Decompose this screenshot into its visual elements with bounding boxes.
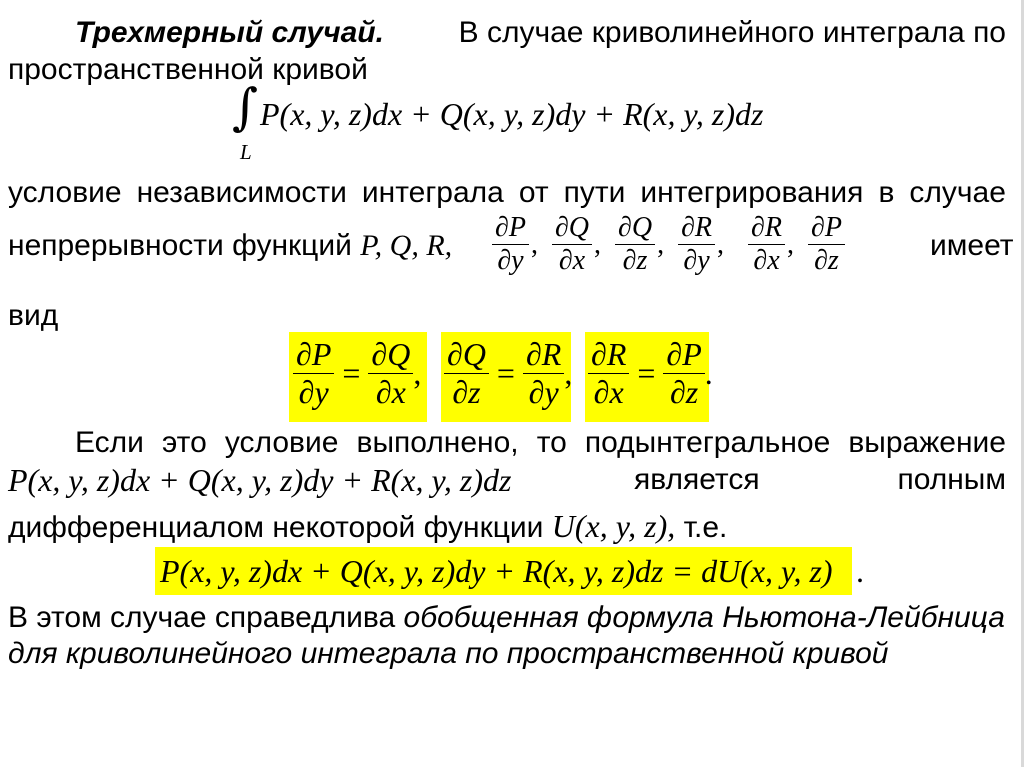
para2-word: интеграла: [361, 176, 504, 209]
condition-rhs: $\frac{\partial Q}{\partial x}$: [368, 336, 413, 411]
para3-word: полным: [897, 463, 1006, 496]
para2-lead-text: непрерывности функций: [8, 229, 352, 262]
derivative-fraction: $\frac{\partial Q}{\partial z}$: [615, 212, 655, 277]
condition-lhs: $\frac{\partial P}{\partial y}$: [293, 336, 334, 411]
para3-word: является: [634, 463, 760, 496]
para3-line3-tail: т.е.: [683, 511, 728, 544]
derivative-fraction: $\frac{\partial P}{\partial z}$: [808, 212, 845, 277]
integral-expression-text: P(x, y, z)dx + Q(x, y, z)dy + R(x, y, z)dz: [260, 96, 764, 132]
para1-line2: пространственной кривой: [8, 53, 368, 86]
para4-line2: для криволинейного интеграла по пространственной кривой: [8, 637, 889, 670]
para1-text-a: В случае криволинейного интеграла по: [458, 16, 1006, 49]
para2-word: независимости: [136, 176, 347, 209]
para2-line1: [8, 175, 1006, 211]
para2-word: от: [518, 176, 549, 209]
para2-functions: P, Q, R,: [360, 229, 453, 262]
para4-line1: [8, 600, 1006, 636]
para3-line3: [8, 508, 1006, 546]
condition-punct: ,: [413, 354, 422, 391]
para3-word: то: [536, 426, 567, 459]
derivative-fraction: $\frac{\partial R}{\partial y}$: [678, 212, 715, 277]
para2-word: условие: [8, 176, 122, 209]
para3-line3-text: дифференциалом некоторой функции: [8, 511, 544, 544]
integral-expression: [260, 94, 763, 134]
condition-rhs: $\frac{\partial P}{\partial z}$: [663, 336, 704, 411]
condition-1: $\frac{\partial P}{\partial y}$ = $\frac{\partial Q}{\partial x}$ ,: [293, 336, 421, 411]
para3-word: подынтегральное: [584, 426, 831, 459]
para3-word: условие: [224, 426, 339, 459]
derivative-fraction: $\frac{\partial Q}{\partial x}$: [552, 212, 592, 277]
para3-expression-text: P(x, y, z)dx + Q(x, y, z)dy + R(x, y, z)dz: [8, 462, 512, 498]
derivative-fraction: $\frac{\partial P}{\partial y}$: [492, 212, 529, 277]
para2-word: случае: [909, 176, 1006, 209]
derivative-fraction: $\frac{\partial R}{\partial x}$: [748, 212, 785, 277]
total-diff-equation: [160, 551, 833, 591]
derivative-list: $\frac{\partial P}{\partial y}$ , $\frac{\partial Q}{\partial x}$ , $\frac{\partial Q}{\partial z}$ , $\frac{\partial R}{\partial y}$ , $\frac{\partial R}{\partial x}$ , $\frac{\partial P}{\partial z}$: [492, 212, 845, 277]
para3-expression: [8, 460, 511, 500]
para2-word: интегрирования: [640, 176, 864, 209]
para3-word: Если: [75, 426, 144, 459]
condition-2: $\frac{\partial Q}{\partial z}$ = $\frac{\partial R}{\partial y}$ ,: [444, 336, 572, 411]
para3-function-u: U(x, y, z),: [551, 508, 676, 544]
para1-line1: [8, 15, 1006, 51]
para2-line2-tail: имеет: [930, 229, 1014, 262]
condition-punct: .: [704, 354, 713, 391]
para4-lead: В этом случае справедлива: [8, 601, 396, 634]
condition-punct: ,: [564, 354, 573, 391]
para3-line1: [8, 425, 1006, 461]
condition-lhs: $\frac{\partial R}{\partial x}$: [588, 336, 629, 411]
total-diff-text: P(x, y, z)dx + Q(x, y, z)dy + R(x, y, z)dz = dU(x, y, z): [160, 553, 833, 589]
para4-italic-a: обобщенная формула Ньютона-Лейбница: [403, 601, 1005, 634]
integral-lower-limit: L: [240, 140, 252, 164]
para3-line2-words: [634, 462, 1006, 498]
integral-sign: ∫: [232, 78, 259, 136]
condition-lhs: $\frac{\partial Q}{\partial z}$: [444, 336, 489, 411]
condition-3: $\frac{\partial R}{\partial x}$ = $\frac{\partial P}{\partial z}$ .: [588, 336, 713, 411]
para2-word: в: [878, 176, 895, 209]
para2-word: пути: [563, 176, 626, 209]
para2-line3: вид: [8, 299, 59, 332]
total-diff-punct: .: [856, 553, 864, 589]
para3-word: это: [162, 426, 207, 459]
para3-word: выражение: [848, 426, 1006, 459]
para3-word: выполнено,: [356, 426, 519, 459]
para1-heading: Трехмерный случай.: [75, 16, 384, 49]
condition-rhs: $\frac{\partial R}{\partial y}$: [523, 336, 564, 411]
